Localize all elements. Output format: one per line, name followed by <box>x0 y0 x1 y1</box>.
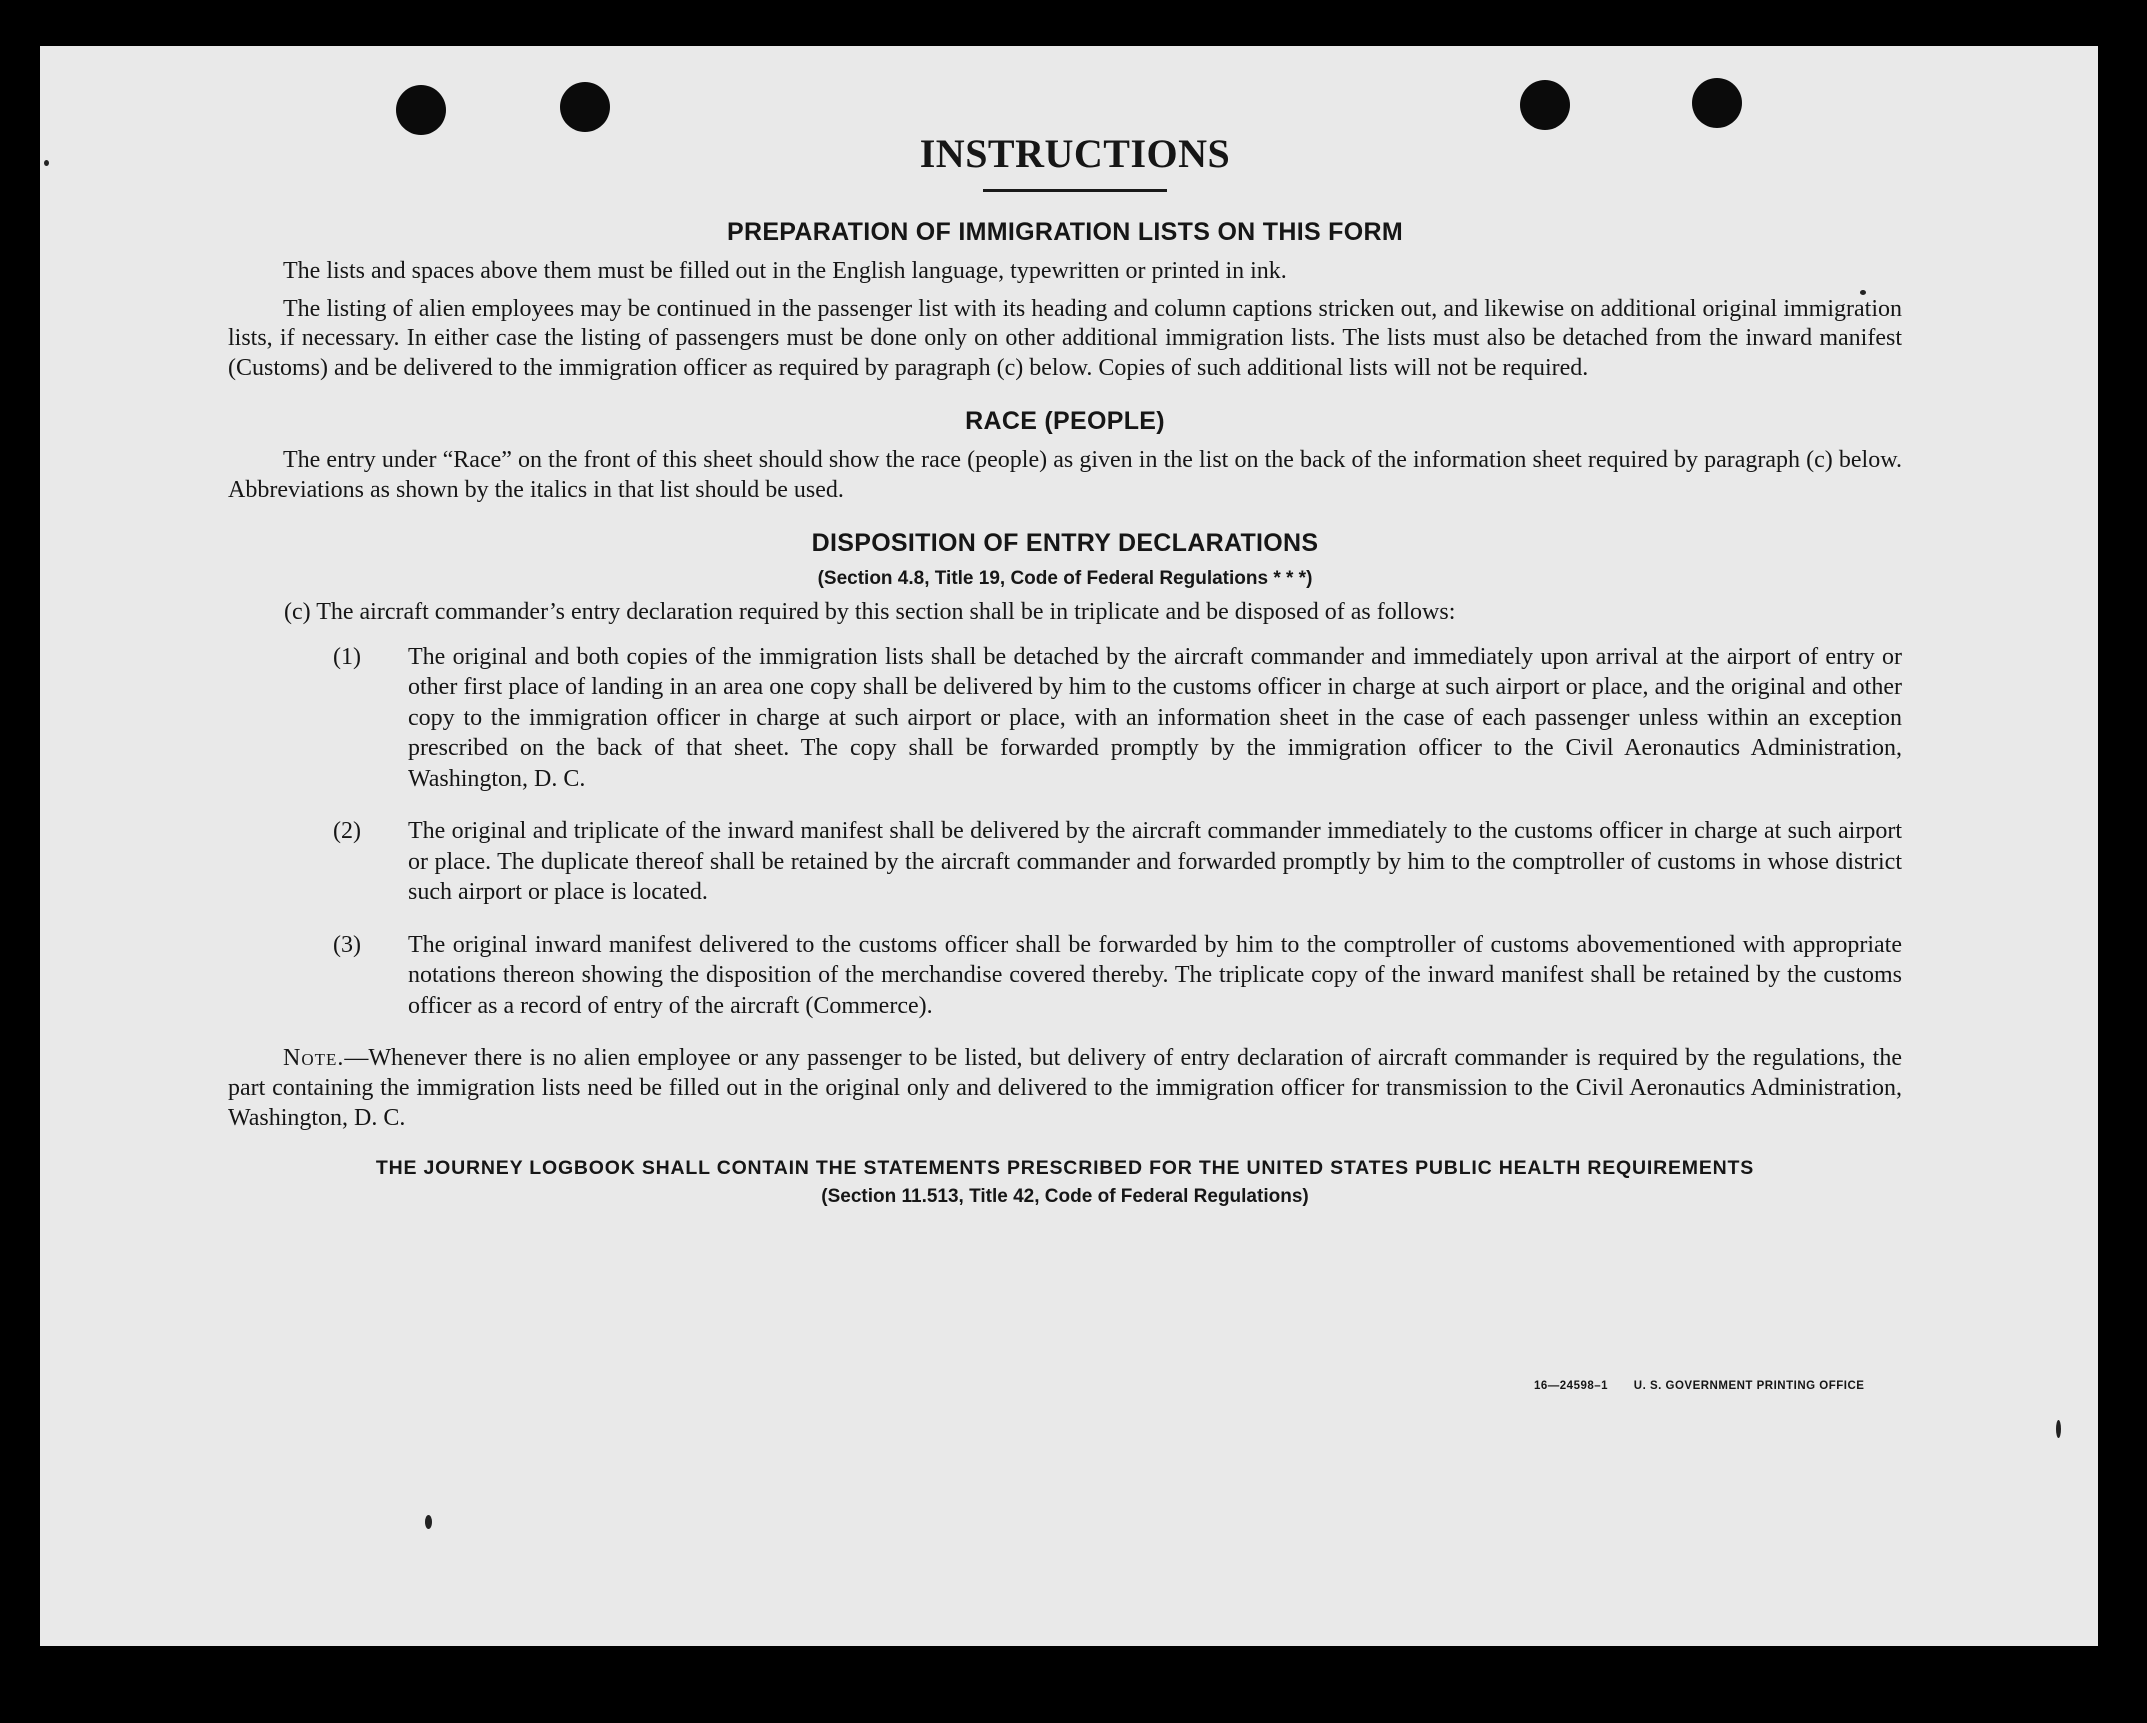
punch-hole-3 <box>1520 80 1570 130</box>
page-title: INSTRUCTIONS <box>919 131 1231 176</box>
section-heading-immigration: PREPARATION OF IMMIGRATION LISTS ON THIS FORM <box>727 218 1403 246</box>
note-text: —Whenever there is no alien employee or any passenger to be listed, but delivery of entry declaration of aircraft commander is required by the regulations, the part containing the immigration lists need be filled out in the original only and delivered to the immigration officer for transmission to the Civil Aeronautics Administration, Washington, D. C. <box>228 1045 1902 1131</box>
ink-speck <box>2056 1420 2061 1438</box>
ink-speck <box>44 160 49 166</box>
punch-hole-2 <box>560 82 610 132</box>
printing-office: U. S. GOVERNMENT PRINTING OFFICE <box>1633 1380 1865 1392</box>
punch-hole-1 <box>396 85 446 135</box>
race-paragraph: The entry under “Race” on the front of this sheet should show the race (people) as given in the list on the back of the information sheet required by paragraph (c) below. Abbreviations as shown by the italics in that list should be used. <box>228 447 1902 503</box>
disposition-citation: (Section 4.8, Title 19, Code of Federal Regulations * * *) <box>817 568 1313 589</box>
title-underline <box>983 189 1167 192</box>
health-requirements-citation: (Section 11.513, Title 42, Code of Federal Regulations) <box>821 1186 1309 1207</box>
immigration-paragraph-1: The lists and spaces above them must be filled out in the English language, typewritten or printed in ink. <box>283 258 1287 284</box>
item-text: The original inward manifest delivered to the customs officer shall be forwarded by him to the comptroller of customs abovementioned with appropriate notations thereon showing the disposition of the merchandise covered thereby. The triplicate copy of the inward manifest shall be retained by the customs officer as a record of entry of the aircraft (Commerce). <box>408 931 1902 1019</box>
health-requirements-statement: THE JOURNEY LOGBOOK SHALL CONTAIN THE STATEMENTS PRESCRIBED FOR THE UNITED STATES PUBLIC HEALTH REQUIREMENTS <box>375 1157 1755 1179</box>
immigration-paragraph-2: The listing of alien employees may be continued in the passenger list with its heading and column captions stricken out, and likewise on additional original immigration lists, if necessary. In either case the listing of passengers must be done only on other additional immigration lists. The lists must also be detached from the inward manifest (Customs) and be delivered to the immigration officer as required by paragraph (c) below. Copies of such additional lists will not be required. <box>228 295 1902 381</box>
disposition-item-2 <box>228 816 1902 908</box>
disposition-intro: (c) The aircraft commander’s entry declaration required by this section shall be in triplicate and be disposed of as follows: <box>284 599 1456 625</box>
item-number: (2) <box>333 818 361 844</box>
instructions-content <box>228 130 1902 1208</box>
ink-speck <box>425 1515 432 1529</box>
disposition-item-1 <box>228 642 1902 795</box>
punch-hole-4 <box>1692 78 1742 128</box>
note-label: Note. <box>283 1045 345 1071</box>
section-heading-race: RACE (PEOPLE) <box>965 407 1165 435</box>
item-text: The original and both copies of the immigration lists shall be detached by the aircraft commander and immediately upon arrival at the airport of entry or other first place of landing in an area one copy shall be delivered by him to the customs officer in charge at such airport or place, and the original and other copy to the immigration officer in charge at such airport or place, with an information sheet in the case of each passenger unless within an exception prescribed on the back of that sheet. The copy shall be forwarded promptly by the immigration officer to the Civil Aeronautics Administration, Washington, D. C. <box>408 643 1902 792</box>
note-paragraph <box>228 1043 1902 1133</box>
form-number: 16—24598–1 <box>1534 1380 1609 1392</box>
disposition-item-3 <box>228 930 1902 1022</box>
torn-bottom-edge <box>0 1560 2147 1723</box>
item-number: (3) <box>333 931 361 958</box>
item-text: The original and triplicate of the inward manifest shall be delivered by the aircraft commander immediately to the customs officer in charge at such airport or place. The duplicate thereof shall be retained by the aircraft commander and forwarded promptly by him to the comptroller of customs in whose district such airport or place is located. <box>408 818 1902 905</box>
section-heading-disposition: DISPOSITION OF ENTRY DECLARATIONS <box>811 529 1319 557</box>
printer-footer <box>1534 1380 1864 1392</box>
item-number: (1) <box>333 643 361 670</box>
